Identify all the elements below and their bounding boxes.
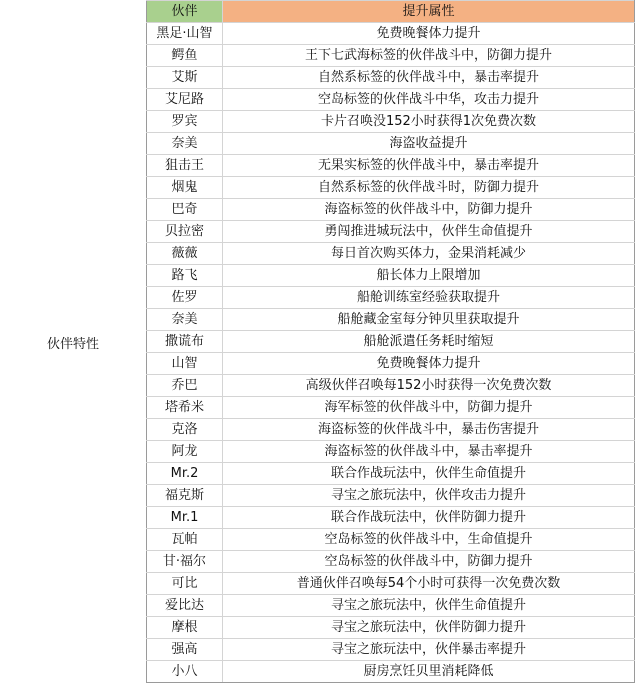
table-row (147, 23, 635, 45)
table-row (147, 243, 635, 265)
table-row (147, 573, 635, 595)
table-row (147, 111, 635, 133)
table-row (147, 463, 635, 485)
table-row (147, 595, 635, 617)
table-row (147, 529, 635, 551)
attribute-cell[interactable]: 海军标签的伙伴战斗中，防御力提升 (223, 397, 635, 419)
partner-name-cell[interactable]: 阿龙 (147, 441, 223, 463)
partner-name-cell[interactable]: Mr.2 (147, 463, 223, 485)
attribute-cell[interactable]: 船舱派遣任务耗时缩短 (223, 331, 635, 353)
attribute-cell[interactable]: 船舱藏金室每分钟贝里获取提升 (223, 309, 635, 331)
partner-name-cell[interactable]: 烟鬼 (147, 177, 223, 199)
partner-name-cell[interactable]: 山智 (147, 353, 223, 375)
partner-name-cell[interactable]: 罗宾 (147, 111, 223, 133)
partner-name-cell[interactable]: 小八 (147, 661, 223, 683)
header-attribute-cell[interactable]: 提升属性 (223, 1, 635, 23)
attribute-cell[interactable]: 空岛标签的伙伴战斗中，防御力提升 (223, 551, 635, 573)
table-row (147, 617, 635, 639)
attribute-cell[interactable]: 勇闯推进城玩法中，伙伴生命值提升 (223, 221, 635, 243)
table-row (147, 397, 635, 419)
table-row (147, 45, 635, 67)
header-partner-cell[interactable]: 伙伴 (147, 1, 223, 23)
partner-name-cell[interactable]: 瓦帕 (147, 529, 223, 551)
table-row (147, 155, 635, 177)
partner-name-cell[interactable]: 佐罗 (147, 287, 223, 309)
table-row (147, 507, 635, 529)
table-row (147, 441, 635, 463)
table-row (147, 419, 635, 441)
partner-name-cell[interactable]: 巴奇 (147, 199, 223, 221)
table-row (147, 331, 635, 353)
table-row (147, 661, 635, 683)
attribute-cell[interactable]: 船长体力上限增加 (223, 265, 635, 287)
attribute-cell[interactable]: 自然系标签的伙伴战斗中，暴击率提升 (223, 67, 635, 89)
partner-name-cell[interactable]: 福克斯 (147, 485, 223, 507)
attribute-cell[interactable]: 海盗标签的伙伴战斗中，暴击率提升 (223, 441, 635, 463)
table-row (147, 221, 635, 243)
attribute-cell[interactable]: 寻宝之旅玩法中，伙伴生命值提升 (223, 595, 635, 617)
partner-name-cell[interactable]: 艾斯 (147, 67, 223, 89)
table-row (147, 287, 635, 309)
partner-name-cell[interactable]: 薇薇 (147, 243, 223, 265)
attribute-cell[interactable]: 免费晚餐体力提升 (223, 23, 635, 45)
partner-name-cell[interactable]: 黑足·山智 (147, 23, 223, 45)
attribute-cell[interactable]: 免费晚餐体力提升 (223, 353, 635, 375)
partner-name-cell[interactable]: 撒谎布 (147, 331, 223, 353)
partner-table (146, 0, 635, 683)
header-row (147, 1, 635, 23)
attribute-cell[interactable]: 寻宝之旅玩法中，伙伴暴击率提升 (223, 639, 635, 661)
partner-name-cell[interactable]: 摩根 (147, 617, 223, 639)
partner-name-cell[interactable]: 塔希米 (147, 397, 223, 419)
partner-name-cell[interactable]: 强高 (147, 639, 223, 661)
partner-name-cell[interactable]: 鳄鱼 (147, 45, 223, 67)
partner-name-cell[interactable]: 狙击王 (147, 155, 223, 177)
partner-name-cell[interactable]: 克洛 (147, 419, 223, 441)
table-row (147, 309, 635, 331)
attribute-cell[interactable]: 联合作战玩法中，伙伴生命值提升 (223, 463, 635, 485)
attribute-cell[interactable]: 寻宝之旅玩法中，伙伴防御力提升 (223, 617, 635, 639)
attribute-cell[interactable]: 空岛标签的伙伴战斗中，生命值提升 (223, 529, 635, 551)
table-row (147, 177, 635, 199)
partner-name-cell[interactable]: 爱比达 (147, 595, 223, 617)
attribute-cell[interactable]: 每日首次购买体力，金果消耗减少 (223, 243, 635, 265)
table-row (147, 89, 635, 111)
attribute-cell[interactable]: 厨房烹饪贝里消耗降低 (223, 661, 635, 683)
partner-name-cell[interactable]: 乔巴 (147, 375, 223, 397)
table-row (147, 485, 635, 507)
table-row (147, 639, 635, 661)
partner-name-cell[interactable]: 甘·福尔 (147, 551, 223, 573)
attribute-cell[interactable]: 船舱训练室经验获取提升 (223, 287, 635, 309)
table-row (147, 375, 635, 397)
attribute-cell[interactable]: 联合作战玩法中，伙伴防御力提升 (223, 507, 635, 529)
table-row (147, 133, 635, 155)
partner-name-cell[interactable]: 艾尼路 (147, 89, 223, 111)
merged-category-cell[interactable]: 伙伴特性 (46, 336, 99, 352)
attribute-cell[interactable]: 海盗标签的伙伴战斗中，暴击伤害提升 (223, 419, 635, 441)
table-row (147, 265, 635, 287)
partner-name-cell[interactable]: 贝拉密 (147, 221, 223, 243)
attribute-cell[interactable]: 海盗收益提升 (223, 133, 635, 155)
table-row (147, 551, 635, 573)
partner-name-cell[interactable]: 奈美 (147, 133, 223, 155)
attribute-cell[interactable]: 自然系标签的伙伴战斗时，防御力提升 (223, 177, 635, 199)
partner-name-cell[interactable]: 奈美 (147, 309, 223, 331)
attribute-cell[interactable]: 寻宝之旅玩法中，伙伴攻击力提升 (223, 485, 635, 507)
attribute-cell[interactable]: 普通伙伴召唤每54个小时可获得一次免费次数 (223, 573, 635, 595)
attribute-cell[interactable]: 王下七武海标签的伙伴战斗中，防御力提升 (223, 45, 635, 67)
attribute-cell[interactable]: 空岛标签的伙伴战斗中华，攻击力提升 (223, 89, 635, 111)
table-row (147, 67, 635, 89)
attribute-cell[interactable]: 无果实标签的伙伴战斗中，暴击率提升 (223, 155, 635, 177)
partner-name-cell[interactable]: 路飞 (147, 265, 223, 287)
table-row (147, 353, 635, 375)
partner-name-cell[interactable]: Mr.1 (147, 507, 223, 529)
attribute-cell[interactable]: 高级伙伴召唤每152小时获得一次免费次数 (223, 375, 635, 397)
partner-name-cell[interactable]: 可比 (147, 573, 223, 595)
attribute-cell[interactable]: 海盗标签的伙伴战斗中，防御力提升 (223, 199, 635, 221)
attribute-cell[interactable]: 卡片召唤没152小时获得1次免费次数 (223, 111, 635, 133)
table-row (147, 199, 635, 221)
